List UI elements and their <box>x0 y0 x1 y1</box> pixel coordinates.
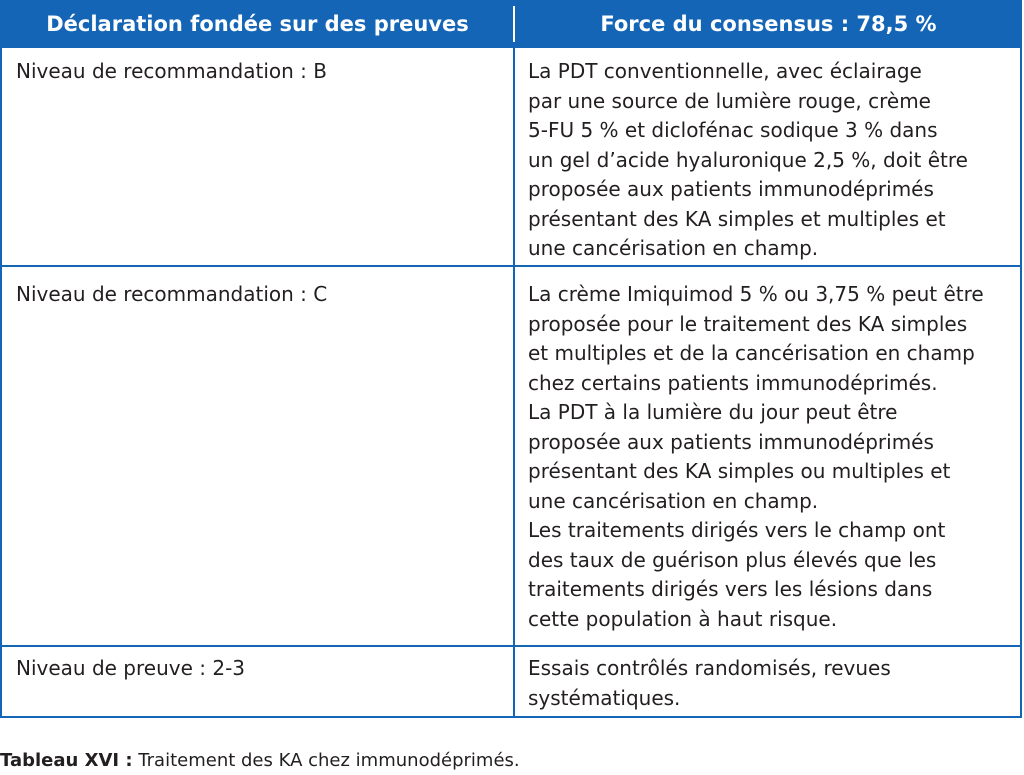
statement-line: chez certains patients immunodéprimés. <box>528 370 938 395</box>
row-1-level: Niveau de recommandation : B <box>16 59 327 83</box>
statement-line: 5-FU 5 % et diclofénac sodique 3 % dans <box>528 118 938 142</box>
statement-line: proposée aux patients immunodéprimés <box>528 177 934 201</box>
header-cell-consensus: Force du consensus : 78,5 % <box>600 12 937 36</box>
statement-line: La crème Imiquimod 5 % ou 3,75 % peut être <box>528 282 984 306</box>
statement-line: proposée pour le traitement des KA simples <box>528 311 968 336</box>
row-2-statement <box>528 280 1014 634</box>
statement-line: présentant des KA simples ou multiples et <box>528 459 951 483</box>
row-divider <box>2 645 1022 647</box>
statement-line: des taux de guérison plus élevés que les <box>528 547 937 572</box>
statement-line: une cancérisation en champ. <box>528 488 819 513</box>
table-caption <box>0 750 520 772</box>
row-1-statement <box>528 57 1014 264</box>
row-3-statement <box>528 654 1014 713</box>
row-divider <box>2 265 1022 267</box>
table-header <box>2 0 1022 48</box>
statement-line: proposée aux patients immunodéprimés <box>528 429 934 454</box>
statement-line: par une source de lumière rouge, crème <box>528 88 931 113</box>
row-3-level: Niveau de preuve : 2-3 <box>16 656 246 680</box>
statement-line: un gel d’acide hyaluronique 2,5 %, doit être <box>528 147 968 172</box>
statement-line: et multiples et de la cancérisation en champ <box>528 341 975 365</box>
statement-line: Les traitements dirigés vers le champ ont <box>528 518 946 542</box>
caption-label: Tableau XVI : <box>0 750 133 771</box>
statement-line: Essais contrôlés randomisés, revues <box>528 656 891 680</box>
row-2-level: Niveau de recommandation : C <box>16 282 328 306</box>
statement-line: systématiques. <box>528 685 681 710</box>
statement-line: cette population à haut risque. <box>528 606 838 631</box>
caption-text: Traitement des KA chez immunodéprimés. <box>132 750 520 771</box>
column-divider <box>513 48 515 716</box>
statement-line: La PDT à la lumière du jour peut être <box>528 400 898 424</box>
header-cell-statement: Déclaration fondée sur des preuves <box>46 12 469 36</box>
statement-line: traitements dirigés vers les lésions dans <box>528 577 933 601</box>
statement-line: présentant des KA simples et multiples et <box>528 206 946 231</box>
statement-line: La PDT conventionnelle, avec éclairage <box>528 59 922 83</box>
statement-line: une cancérisation en champ. <box>528 236 819 260</box>
